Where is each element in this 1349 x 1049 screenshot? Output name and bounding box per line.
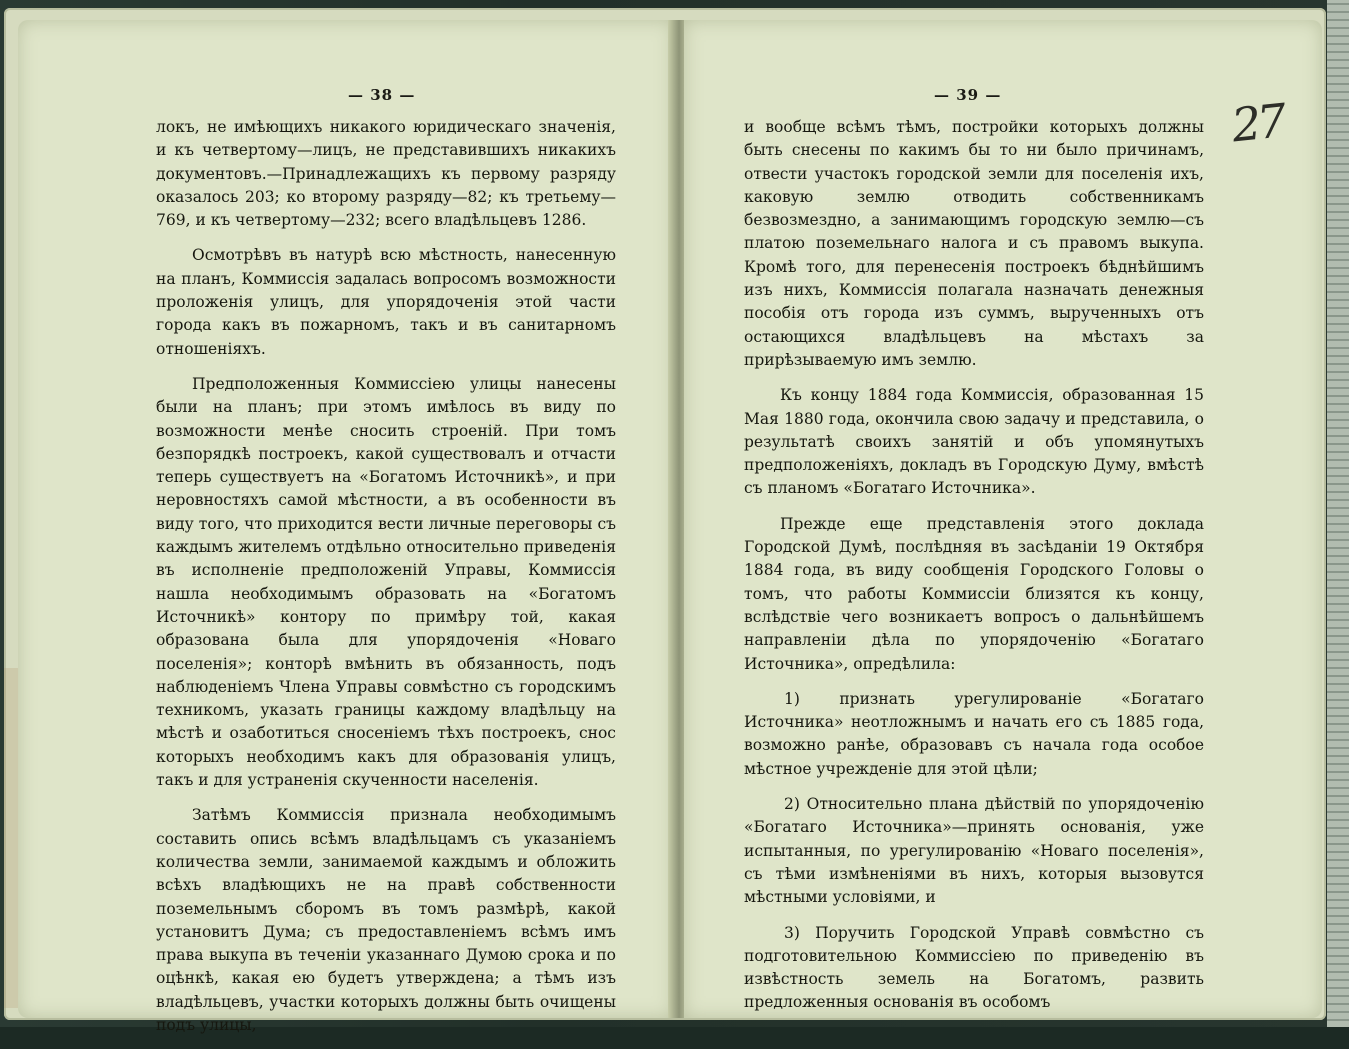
page-edge-strip [1327,0,1349,1027]
right-page-text [744,116,1204,1027]
right-paragraph-2: Къ концу 1884 года Коммиссія, образованная 15 Мая 1880 года, окончила свою задачу и представила, о результатѣ своихъ занятій и объ упомянутыхъ предположеніяхъ, докладъ въ Городскую Думу, вмѣстѣ съ планомъ «Богатаго Источника». [744,386,1204,498]
right-paragraph-1: и вообще всѣмъ тѣмъ, постройки которыхъ должны быть снесены по какимъ бы то ни было причинамъ, отвести участокъ городской земли для поселенія ихъ, каковую землю отводить собственникамъ безвозмездно, а занимающимъ городскую землю—съ платою поземельнаго налога и съ правомъ выкупа. Кромѣ того, для перенесенія построекъ бѣднѣйшимъ изъ нихъ, Коммиссія полагала назначать денежныя пособія отъ города изъ суммъ, вырученныхъ отъ остающихся владѣльцевъ на мѣстахъ за прирѣзываемую имъ землю. [744,118,1204,369]
left-paragraph-3: Предположенныя Коммиссіею улицы нанесены были на планъ; при этомъ имѣлось въ виду по возможности менѣе сносить строеній. При томъ безпорядкѣ построекъ, какой существовалъ и отчасти теперь существуетъ на «Богатомъ Источникѣ», и при неровностяхъ самой мѣстности, а въ особенности въ виду того, что приходится вести личные переговоры съ каждымъ жителемъ отдѣльно относительно приведенія въ исполненіе предположеній Управы, Коммиссія нашла необходимымъ образовать на «Богатомъ Источникѣ» контору по примѣру той, какая образована была для упорядоченія «Новаго поселенія»; конторѣ вмѣнить въ обязанность, подъ наблюденіемъ Члена Управы совмѣстно съ городскимъ техникомъ, указать границы каждому владѣльцу на мѣстѣ и озаботиться сносеніемъ тѣхъ построекъ, снос которыхъ необходимъ какъ для образованія улицъ, такъ и для устраненія скученности населенія. [156,374,616,790]
right-page-number: — 39 — [934,86,1002,104]
right-item-3: 3) Поручить Городской Управѣ совмѣстно съ подготовительною Коммиссіею по приведенію въ извѣстность земель на Богатомъ, развить предложенныя основанія въ особомъ [744,923,1204,1012]
handwritten-folio-note: 27 [1229,93,1286,153]
left-page-text [156,116,616,1049]
left-page [18,20,673,1034]
right-page [684,20,1322,1018]
right-item-1: 1) признать урегулированіе «Богатаго Источника» неотложнымъ и начать его съ 1885 года, возможно ранѣе, образовавъ съ начала года особое мѣстное учрежденіе для этой цѣли; [744,689,1204,778]
open-book [4,8,1326,1034]
right-paragraph-3: Прежде еще представленія этого доклада Городской Думѣ, послѣдняя въ засѣданіи 19 Октября 1884 года, въ виду сообщенія Городского Головы о томъ, что работы Коммиссіи близятся къ концу, вслѣдствіе чего возникаетъ вопросъ о дальнѣйшемъ направленіи дѣла по упорядоченію «Богатаго Источника», опредѣлила: [744,514,1204,673]
left-paragraph-2: Осмотрѣвъ въ натурѣ всю мѣстность, нанесенную на планъ, Коммиссія задалась вопросомъ возможности проложенія улицъ, для упорядоченія этой части города какъ въ пожарномъ, такъ и въ санитарномъ отношеніяхъ. [156,246,616,358]
right-item-2: 2) Относительно плана дѣйствій по упорядоченію «Богатаго Источника»—принять основанія, уже испытанныя, по урегулированію «Новаго поселенія», съ тѣми измѣненіями въ нихъ, которыя вызовутся мѣстными условіями, и [744,795,1204,907]
left-paragraph-1: локъ, не имѣющихъ никакого юридическаго значенія, и къ четвертому—лицъ, не представившихъ никакихъ документовъ.—Принадлежащихъ къ первому разряду оказалось 203; ко второму разряду—82; къ третьему—769, и къ четвертому—232; всего владѣльцевъ 1286. [156,118,616,230]
left-page-number: — 38 — [348,86,416,104]
left-paragraph-4: Затѣмъ Коммиссія признала необходимымъ составить опись всѣмъ владѣльцамъ съ указаніемъ количества земли, занимаемой каждымъ и обложить всѣхъ владѣющихъ не на правѣ собственности поземельнымъ сборомъ въ томъ размѣрѣ, какой установитъ Дума; съ предоставленіемъ всѣмъ имъ права выкупа въ теченіи указаннаго Думою срока и по оцѣнкѣ, какая ею будетъ утверждена; а тѣмъ изъ владѣльцевъ, участки которыхъ должны быть очищены подъ улицы, [156,806,616,1034]
